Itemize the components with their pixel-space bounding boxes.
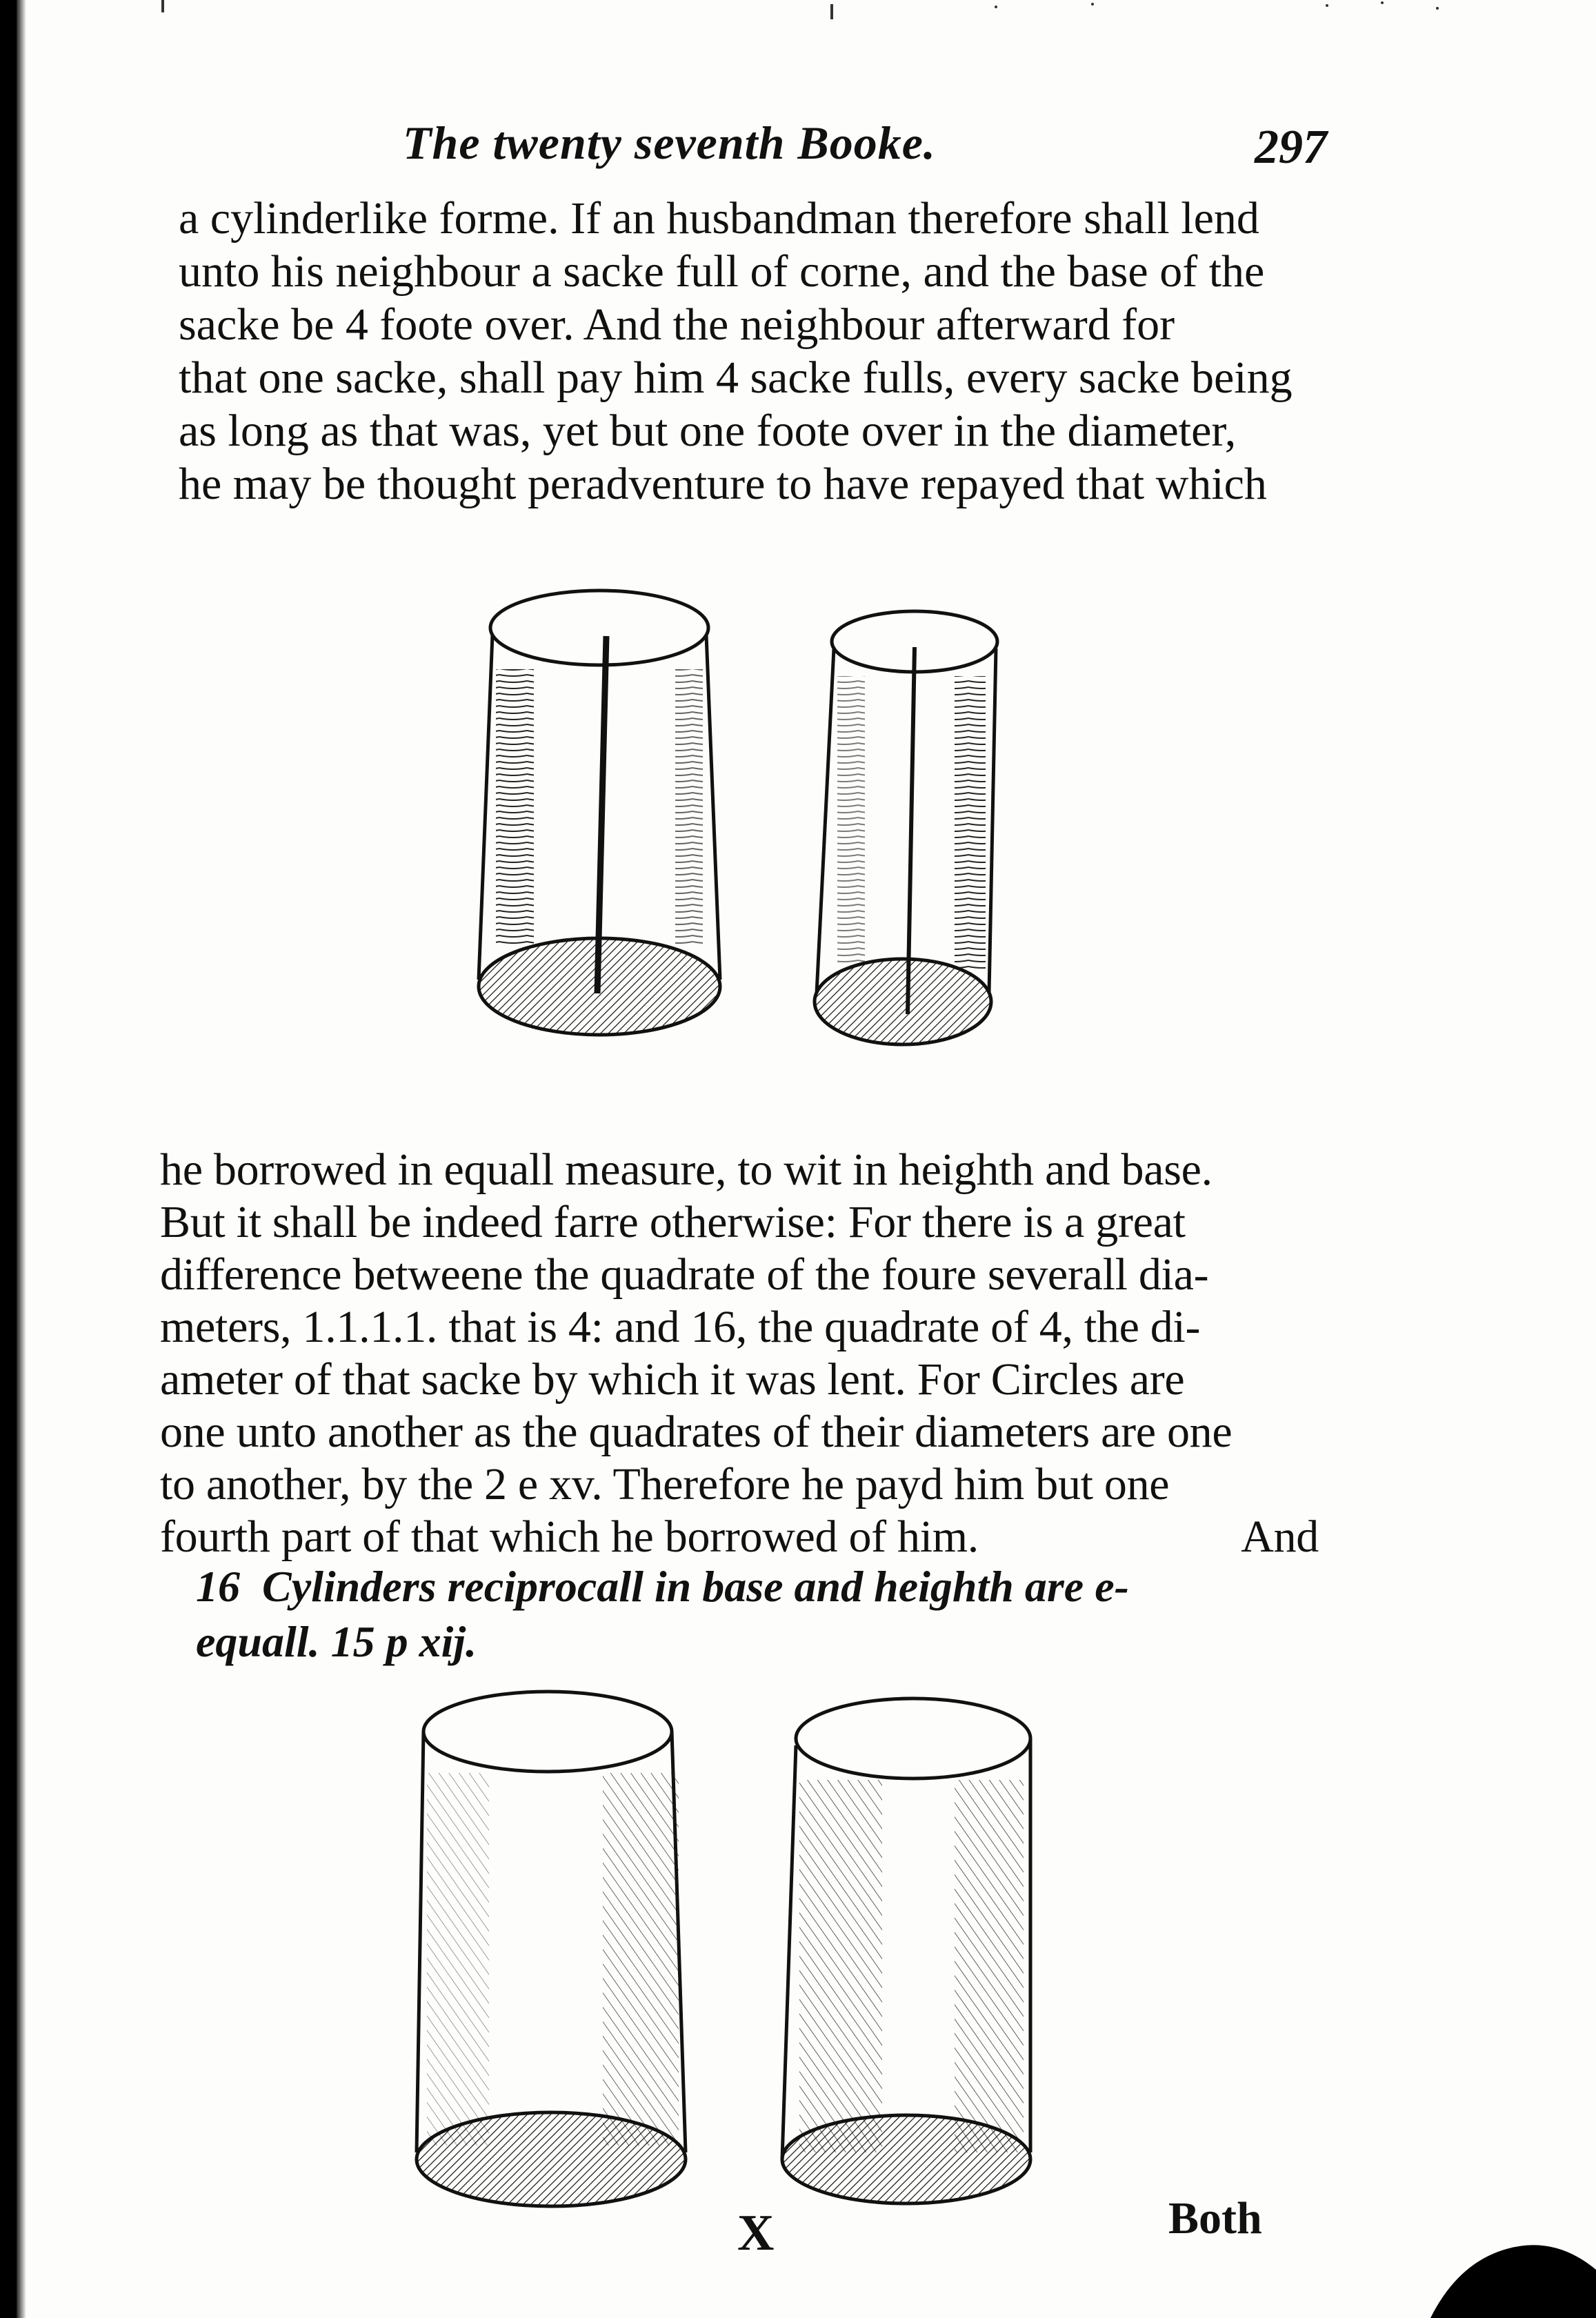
theorem-text-1: Cylinders reciprocall in base and heighth are e- — [262, 1562, 1129, 1611]
corner-ink-blot — [1417, 2221, 1596, 2318]
text-line: that one sacke, shall pay him 4 sacke fulls, every sacke being — [179, 353, 1293, 403]
cylinder-right-small — [815, 611, 997, 1044]
running-title: The twenty seventh Booke. — [403, 117, 936, 169]
cylinder-left-large — [479, 591, 720, 1035]
top-edge-bleed — [17, 0, 1596, 21]
book-page — [17, 0, 1596, 2318]
theorem-number: 16 — [196, 1562, 240, 1611]
theorem-line-2: equall. 15 p xij. — [196, 1617, 477, 1666]
text-line: meters, 1.1.1.1. that is 4: and 16, the quadrate of 4, the di- — [160, 1302, 1201, 1352]
last-line-text: fourth part of that which he borrowed of him. — [160, 1512, 979, 1562]
text-line: one unto another as the quadrates of their diameters are one — [160, 1407, 1233, 1457]
text-line: sacke be 4 foote over. And the neighbour afterward for — [179, 299, 1175, 350]
paragraph-1 — [179, 192, 1337, 511]
page-header — [403, 116, 1327, 192]
signature-mark: X — [737, 2205, 775, 2261]
theorem-line-1 — [196, 1559, 1313, 1614]
theorem-16 — [196, 1559, 1313, 1670]
figure-two-hatched-cylinders — [396, 1683, 1127, 2215]
text-line: unto his neighbour a sacke full of corne, and the base of the — [179, 246, 1265, 297]
text-line: difference betweene the quadrate of the foure severall dia- — [160, 1249, 1209, 1300]
text-line-last — [160, 1511, 1319, 1563]
text-line: he borrowed in equall measure, to wit in heighth and base. — [160, 1145, 1213, 1195]
text-line: he may be thought peradventure to have repayed that which — [179, 459, 1267, 509]
last-line-end: And — [1241, 1512, 1319, 1562]
text-line: a cylinderlike forme. If an husbandman therefore shall lend — [179, 193, 1259, 244]
text-line: to another, by the 2 e xv. Therefore he payd him but one — [160, 1459, 1170, 1509]
figure-two-cylinders-with-axes — [444, 573, 1024, 1083]
text-line: as long as that was, yet but one foote over in the diameter, — [179, 406, 1237, 456]
cylinder-right-tall — [782, 1698, 1030, 2203]
page-edge-shadow — [17, 0, 26, 2318]
paragraph-2 — [160, 1144, 1319, 1563]
text-line: ameter of that sacke by which it was lent. For Circles are — [160, 1354, 1185, 1405]
cylinder-left-tall — [417, 1692, 686, 2206]
page-number: 297 — [1255, 121, 1327, 174]
catchword: Both — [1168, 2193, 1262, 2243]
text-line: But it shall be indeed farre otherwise: For there is a great — [160, 1197, 1186, 1247]
